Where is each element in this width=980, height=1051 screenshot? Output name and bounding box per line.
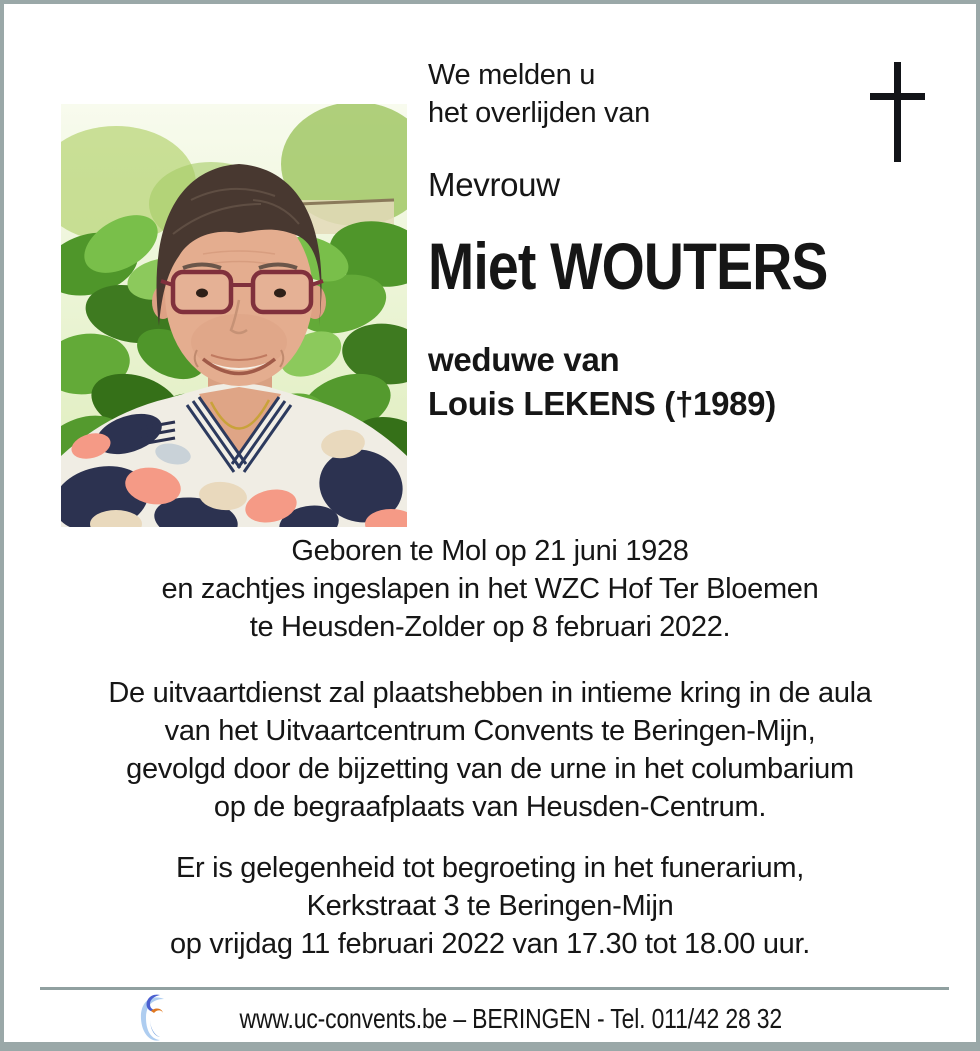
birth-death-paragraph	[4, 532, 976, 646]
relation-text	[428, 338, 776, 426]
deceased-photo	[61, 104, 407, 527]
salutation: Mevrouw	[428, 166, 560, 203]
birth-death-line-3: te Heusden-Zolder op 8 februari 2022.	[249, 611, 731, 643]
visitation-line-1: Er is gelegenheid tot begroeting in het funerarium,	[176, 852, 804, 884]
relation-line-1: weduwe van	[428, 341, 620, 378]
latin-cross-icon	[866, 62, 928, 167]
visitation-paragraph	[4, 849, 976, 963]
footer-divider	[40, 987, 949, 990]
service-paragraph	[4, 674, 976, 826]
relation-line-2: Louis LEKENS (†1989)	[428, 385, 776, 422]
visitation-line-2: Kerkstraat 3 te Beringen-Mijn	[306, 890, 674, 922]
deceased-name: Miet WOUTERS	[428, 229, 828, 303]
birth-death-line-1: Geboren te Mol op 21 juni 1928	[291, 535, 689, 567]
footer-contact-text: www.uc-convents.be – BERINGEN - Tel. 011/42 28 32	[239, 1003, 783, 1034]
visitation-line-3: op vrijdag 11 februari 2022 van 17.30 tot 18.00 uur.	[169, 928, 811, 960]
intro-line-2: het overlijden van	[428, 97, 650, 129]
uc-convents-logo-icon	[138, 991, 170, 1048]
portrait-illustration	[61, 104, 407, 527]
footer	[4, 992, 976, 1046]
service-line-3: gevolgd door de bijzetting van de urne in het columbarium	[126, 753, 854, 785]
birth-death-line-2: en zachtjes ingeslapen in het WZC Hof Ter Bloemen	[161, 573, 819, 605]
service-line-1: De uitvaartdienst zal plaatshebben in intieme kring in de aula	[108, 677, 872, 709]
service-line-4: op de begraafplaats van Heusden-Centrum.	[213, 791, 767, 823]
service-line-2: van het Uitvaartcentrum Convents te Beringen-Mijn,	[164, 715, 816, 747]
intro-text	[428, 56, 650, 132]
intro-line-1: We melden u	[428, 59, 596, 91]
